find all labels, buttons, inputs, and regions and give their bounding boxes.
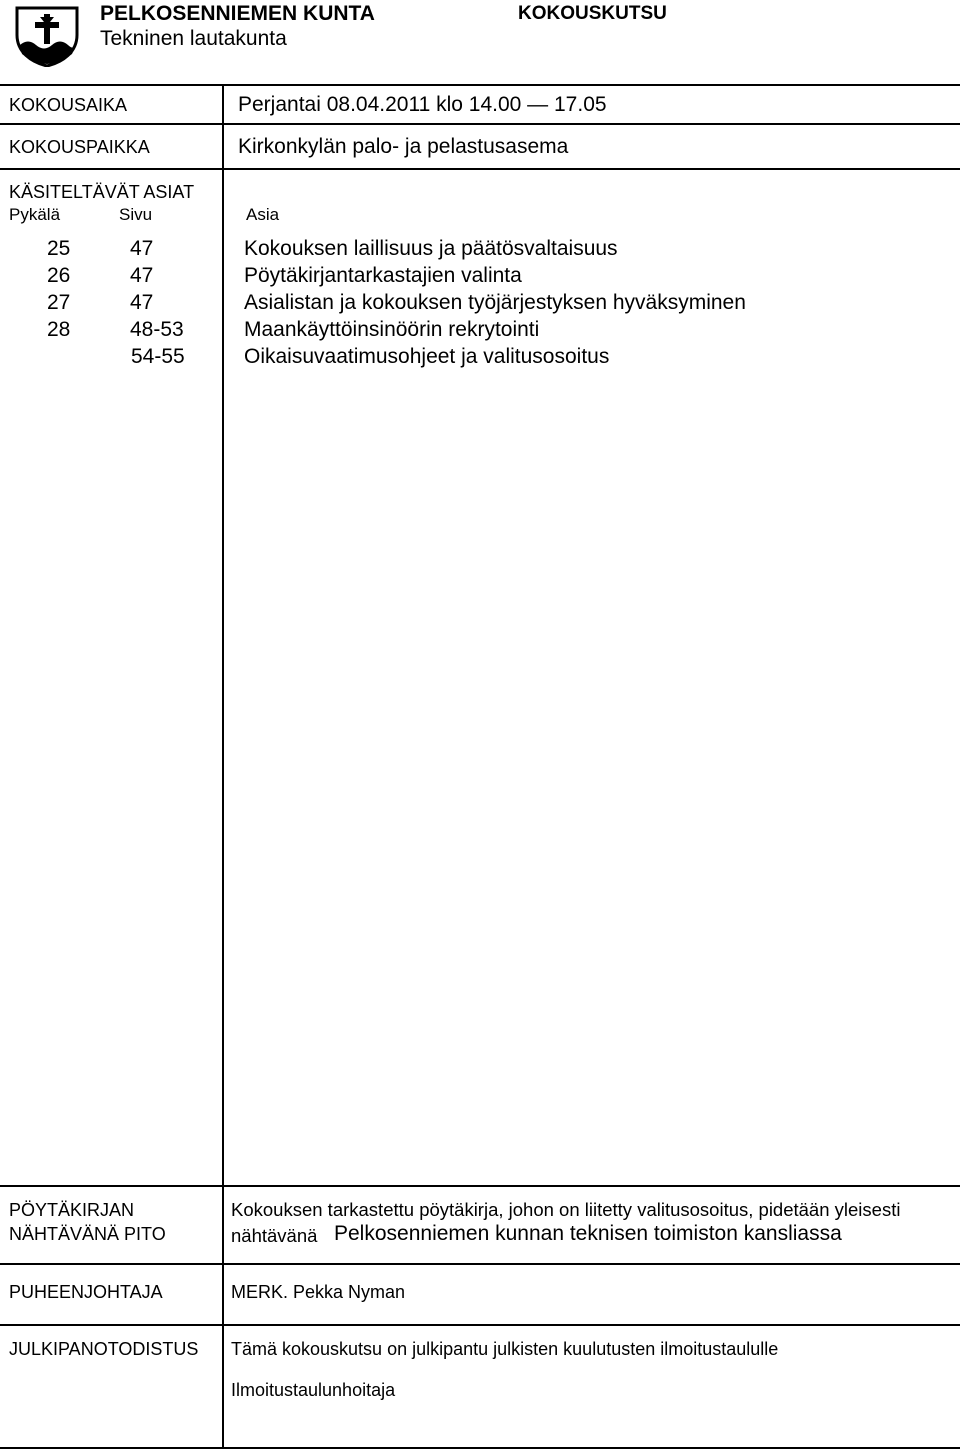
chair-label: PUHEENJOHTAJA (9, 1282, 163, 1302)
minutes-text-line1: Kokouksen tarkastettu pöytäkirja, johon on liitetty valitusosoitus, pidetään yleisesti (231, 1199, 901, 1220)
divider-bottom (0, 1447, 960, 1449)
posting-text: Tämä kokouskutsu on julkipantu julkisten kuulutusten ilmoitustaululle (231, 1339, 779, 1359)
divider-header (0, 84, 960, 86)
municipality-coat-of-arms-icon (14, 5, 80, 67)
meeting-time-value: Perjantai 08.04.2011 klo 14.00 — 17.05 (238, 93, 607, 116)
meeting-time-label: KOKOUSAIKA (9, 95, 128, 115)
agenda-heading: KÄSITELTÄVÄT ASIAT (9, 182, 195, 202)
divider-posting (0, 1324, 960, 1326)
divider-time (0, 123, 960, 125)
posting-label: JULKIPANOTODISTUS (9, 1339, 199, 1359)
agenda-item-section: 26 (47, 264, 71, 287)
column-divider (222, 84, 224, 1449)
agenda-item-subject: Asialistan ja kokouksen työjärjestyksen hyväksyminen (244, 291, 746, 314)
agenda-item-page: 47 (130, 237, 154, 260)
agenda-item-section: 25 (47, 237, 71, 260)
agenda-item-subject: Oikaisuvaatimusohjeet ja valitusosoitus (244, 345, 610, 368)
posting-signer: Ilmoitustaulunhoitaja (231, 1380, 396, 1400)
agenda-col-section: Pykälä (9, 205, 61, 224)
agenda-item-page: 54-55 (131, 345, 185, 368)
minutes-location: Pelkosenniemen kunnan teknisen toimiston kansliassa (334, 1222, 842, 1245)
divider-chair (0, 1263, 960, 1265)
agenda-col-subject: Asia (246, 205, 280, 224)
agenda-col-page: Sivu (119, 205, 153, 224)
document-type: KOKOUSKUTSU (518, 3, 667, 24)
agenda-item-subject: Pöytäkirjantarkastajien valinta (244, 264, 522, 287)
agenda-item-section: 28 (47, 318, 71, 341)
chair-value: MERK. Pekka Nyman (231, 1282, 406, 1302)
agenda-item-section: 27 (47, 291, 71, 314)
agenda-item-subject: Kokouksen laillisuus ja päätösvaltaisuus (244, 237, 618, 260)
agenda-item-page: 48-53 (130, 318, 184, 341)
meeting-place-label: KOKOUSPAIKKA (9, 137, 150, 157)
divider-footer-top (0, 1185, 960, 1187)
minutes-label-line1: PÖYTÄKIRJAN (9, 1200, 135, 1220)
agenda-item-page: 47 (130, 291, 154, 314)
organization-name: PELKOSENNIEMEN KUNTA (100, 2, 375, 25)
minutes-label-line2: NÄHTÄVÄNÄ PITO (9, 1224, 166, 1244)
meeting-place-value: Kirkonkylän palo- ja pelastusasema (238, 135, 569, 158)
department-name: Tekninen lautakunta (100, 27, 287, 50)
agenda-item-subject: Maankäyttöinsinöörin rekrytointi (244, 318, 540, 341)
divider-place (0, 168, 960, 170)
agenda-item-page: 47 (130, 264, 154, 287)
minutes-text-prefix: nähtävänä (231, 1225, 318, 1246)
